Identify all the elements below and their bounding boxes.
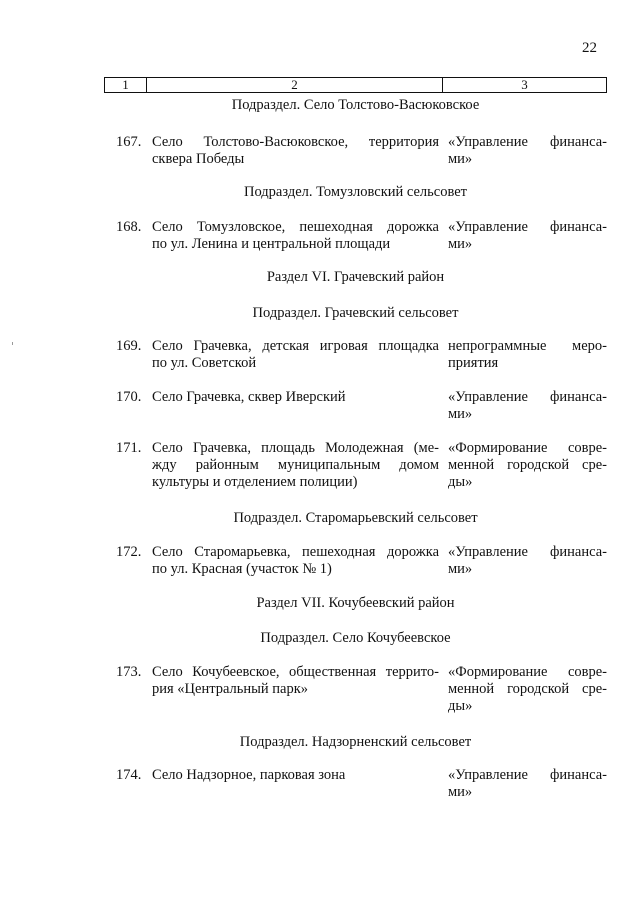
description-line: культуры и отделением полиции) — [152, 474, 358, 490]
subsection-heading: Подраздел. Село Толстово-Васюковское — [231, 97, 480, 113]
description-line: по ул. Ленина и центральной площади — [152, 236, 391, 252]
description-line: жду районным муниципальным домом — [152, 457, 439, 473]
program-line: приятия — [448, 355, 499, 371]
row-object-description — [152, 219, 439, 253]
program-line: ми» — [448, 236, 473, 252]
row-number: 169. — [116, 338, 142, 354]
program-line: менной городской сре- — [448, 457, 607, 473]
row-object-description — [152, 134, 439, 168]
row-object-description — [152, 664, 439, 698]
program-line: ми» — [448, 561, 473, 577]
row-number: 171. — [116, 440, 142, 456]
row-program — [448, 134, 607, 168]
description-line: сквера Победы — [152, 151, 245, 167]
row-program — [448, 440, 607, 491]
row-object-description — [152, 440, 439, 491]
program-line: ды» — [448, 474, 473, 490]
subsection-heading: Подраздел. Томузловский сельсовет — [243, 184, 467, 200]
row-program — [448, 389, 607, 423]
row-object-description — [152, 338, 439, 372]
program-line: непрограммные меро- — [448, 338, 607, 354]
row-number: 167. — [116, 134, 142, 150]
program-line: «Управление финанса- — [448, 134, 607, 150]
row-program — [448, 664, 607, 715]
program-line: «Управление финанса- — [448, 219, 607, 235]
row-number: 168. — [116, 219, 142, 235]
page-number: 22 — [582, 40, 597, 56]
description-line: Село Кочубеевское, общественная террито- — [152, 664, 439, 680]
program-line: ми» — [448, 151, 473, 167]
program-line: «Формирование совре- — [448, 664, 607, 680]
subsection-heading: Подраздел. Надзорненский сельсовет — [239, 734, 472, 750]
section-heading: Раздел VII. Кочубеевский район — [256, 595, 455, 611]
description-line: рия «Центральный парк» — [152, 681, 309, 697]
subsection-heading: Подраздел. Старомарьевский сельсовет — [233, 510, 478, 526]
program-line: «Формирование совре- — [448, 440, 607, 456]
program-line: менной городской сре- — [448, 681, 607, 697]
description-line: Село Томузловское, пешеходная дорожка — [152, 219, 439, 235]
description-line: по ул. Красная (участок № 1) — [152, 561, 332, 577]
description-line: Село Грачевка, сквер Иверский — [152, 389, 346, 405]
description-line: Село Старомарьевка, пешеходная дорожка — [152, 544, 439, 560]
column-header-3: 3 — [442, 78, 606, 92]
program-line: «Управление финанса- — [448, 767, 607, 783]
program-line: ды» — [448, 698, 473, 714]
row-program — [448, 544, 607, 578]
row-number: 170. — [116, 389, 142, 405]
row-program — [448, 767, 607, 801]
row-number: 172. — [116, 544, 142, 560]
description-line: Село Надзорное, парковая зона — [152, 767, 346, 783]
column-header-1: 1 — [122, 77, 129, 92]
column-header-2: 2 — [146, 78, 442, 92]
column-header-row — [104, 77, 607, 93]
description-line: Село Грачевка, площадь Молодежная (ме- — [152, 440, 439, 456]
row-program — [448, 338, 607, 372]
scan-margin-mark — [12, 342, 13, 345]
row-program — [448, 219, 607, 253]
description-line: Село Грачевка, детская игровая площадка — [152, 338, 439, 354]
description-line: по ул. Советской — [152, 355, 257, 371]
program-line: ми» — [448, 784, 473, 800]
subsection-heading: Подраздел. Село Кочубеевское — [260, 630, 451, 646]
row-number: 174. — [116, 767, 142, 783]
row-number: 173. — [116, 664, 142, 680]
program-line: «Управление финанса- — [448, 389, 607, 405]
row-object-description — [152, 767, 439, 784]
description-line: Село Толстово-Васюковское, территория — [152, 134, 439, 150]
row-object-description — [152, 389, 439, 406]
subsection-heading: Подраздел. Грачевский сельсовет — [252, 305, 459, 321]
program-line: ми» — [448, 406, 473, 422]
row-object-description — [152, 544, 439, 578]
section-heading: Раздел VI. Грачевский район — [266, 269, 445, 285]
program-line: «Управление финанса- — [448, 544, 607, 560]
